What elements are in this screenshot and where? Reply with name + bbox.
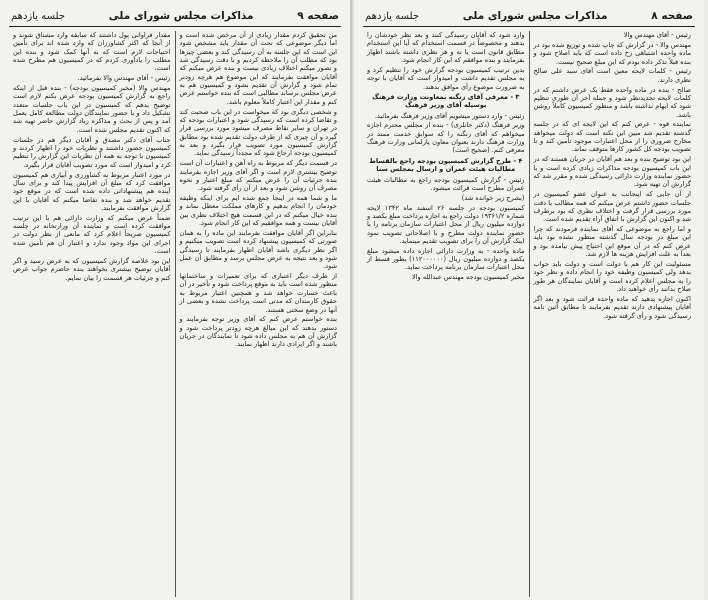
page-number: صفحه ۹ xyxy=(297,10,339,22)
text-columns xyxy=(9,31,341,597)
session-label: جلسه یازدهم xyxy=(365,10,420,22)
body-paragraph: مقدار فراوانی پول داشتند که سابقه وارد مشتاق شوند و از آنجا که اکثر کشاورزان که وارد شده اند برای تأمین احتیاجات لازم است که به آنها کمک شود و بنده این مطلب را یادآوری کردم که در کمیسیون هم مطرح شده است. xyxy=(13,31,171,73)
speaker-paragraph: رئیس - آقای مهندس والا بفرمائید. xyxy=(77,74,171,83)
body-paragraph: این بود خلاصه گزارش کمیسیون که به عرض رسید و اگر آقایان توضیح بیشتری بخواهند بنده حاضرم جواب عرض کنم و جزئیات هر قسمت را بیان نمایم. xyxy=(13,256,171,282)
left-text-column xyxy=(363,31,529,597)
page-number: صفحه ۸ xyxy=(651,10,693,22)
body-paragraph: ماده واحده - به وزارت دارائی اجازه داده میشود مبلغ یکصد و دوازده میلیون ریال (۱۱۲۰۰۰۰۰۰) بطور قسط از محل اعتبارات سازمان برنامه پرداخت نماید. xyxy=(367,246,525,272)
body-paragraph: ما و شما همه در اینجا جمع شده ایم برای اینکه وظیفه خودمان را انجام بدهیم و کارهای مملکت معطل نماند و بنده خیال میکنم که در این قسمت هیچ اختلاف نظری بین آقایان نیست و همه موافقیم که این کار انجام شود. xyxy=(179,194,337,228)
speaker-paragraph: مهندس والا (مخبر کمیسیون بودجه) - بنده قبل از اینکه راجع به گزارش کمیسیون بودجه عرض بکنم لازم است توضیح بدهم که کمیسیون در این باب جلسات متعدد تشکیل داد و با حضور نمایندگان دولت مطالعه کامل بعمل آمد و پس از بحث و مذاکره زیاد گزارش حاضر تهیه شد که اکنون تقدیم مجلس شده است. xyxy=(13,84,171,134)
body-paragraph: مخبر کمیسیون بودجه مهندس عبدالله والا xyxy=(411,273,525,282)
body-paragraph: این بود توضیح بنده و بعد هم آقایان در جریان هستند که در این باب کمیسیون بودجه مذاکرات زیادی کرده است و با حضور نماینده وزارت دارائی رسیدگی شده و مقرر شد که گزارش آن تهیه شود. xyxy=(533,155,691,189)
body-paragraph: اکنون اجازه بدهید که ماده واحده قرائت شود و بعد اگر آقایان پیشنهادی دارند تقدیم بفرمایند تا مطابق آئین نامه رسیدگی شود و رأی گرفته شود. xyxy=(533,294,691,320)
speaker-paragraph: وزیر فرهنگ (دکتر خانلری) - بنده از مجلس محترم اجازه میخواهم که آقای زنگنه را که سوابق خدمت ممتد در وزارت فرهنگ دارند بعنوان معاون پارلمانی وزارت فرهنگ معرفی کنم. (صحیح است) xyxy=(367,121,525,155)
body-paragraph: ضمناً عرض میکنم که وزارت دارائی هم با این ترتیب موافقت کرده است و نماینده آن وزارتخانه در جلسه کمیسیون صریحاً اعلام کرد که مانعی از نظر دولت در اجرای این مواد وجود ندارد و اعتبار آن هم تأمین شده است. xyxy=(13,213,171,256)
body-paragraph: کمیسیون بودجه در جلسه ۲۶ اسفند ماه ۱۳۴۲ لایحه شماره ۱۹۳۶۱/۲ دولت راجع به اجازه پرداخت مبلغ یکصد و دوازده میلیون ریال از محل اعتبارات سازمان برنامه را با حضور نماینده دولت مطرح و با اصلاحاتی تصویب نمود اینک گزارش آن را برای تصویب تقدیم مینماید. xyxy=(367,203,525,245)
body-paragraph: صالح - بنده در ماده واحده فقط یک عرض داشتم که در کلمات لایحه تجدیدنظر شود و جمله آخر آن طوری تنظیم شود که ابهام نداشته باشد و منظور کمیسیون کاملاً روشن باشد. xyxy=(533,85,691,119)
page-header xyxy=(9,8,341,27)
body-paragraph: از طرف دیگر اعتباری که برای تعمیرات و ساختمانها منظور شده است باید به موقع پرداخت شود و تأخیر در آن باعث خسارت خواهد شد و همچنین اعتبار مربوط به حقوق کارمندان که مدتی است پرداخت نشده و بعضی از آنها در وضع سختی هستند. xyxy=(179,272,337,314)
body-paragraph: مسئولیت این کار هم با دولت است و دولت باید جواب بدهد ولی کمیسیون وظیفه خود را انجام داده و نظر خود را به مجلس اعلام کرده است و آقایان نمایندگان هر طور صلاح بدانند رأی خواهند داد. xyxy=(533,259,691,293)
body-paragraph: در مورد اعتبار مربوط به کشاورزی و آبیاری هم کمیسیون موافقت کرد که مبلغ آن افزایش پیدا کند و برای سال آینده هم پیشنهاداتی داده شده است که در موقع خود تقدیم خواهد شد و بنده تقاضا میکنم که آقایان با این گزارش موافقت بفرمایند. xyxy=(13,170,171,212)
body-paragraph: جناب آقای دکتر مصدق و آقایان دیگر هم در جلسات کمیسیون حضور داشتند و نظریات خود را اظهار کردند و کمیسیون با توجه به همه آن نظریات این گزارش را تنظیم کرد و امیدوار است که مورد تصویب آقایان قرار بگیرد. xyxy=(13,135,171,169)
body-paragraph: و شخصی دیگری بود که میخواست در این باب صحبت کند و تقاضا کرده است که رسیدگی شود و اعتبارات بودجه که در تهران و سایر نقاط مصرف میشود مورد بررسی قرار گیرد و آن چیزی که از طرف دولت تقدیم شده بود مطابق گزارش کمیسیون مورد تصویب قرار بگیرد و بعد به کمیسیون بودجه ارجاع شود که مجدداً رسیدگی نماید. xyxy=(179,107,337,158)
body-paragraph: از آن جایی که اینجانب به عنوان عضو کمیسیون در جلسات حضور داشتم عرض میکنم که همه مطالب با دقت مورد بررسی قرار گرفت و اختلاف نظری که بود برطرف شد و اکنون این گزارش با اتفاق آراء تقدیم شده است. xyxy=(533,190,691,224)
speaker-paragraph: رئیس - آقای مهندس والا xyxy=(623,31,691,39)
body-paragraph: بنابراین اگر آقایان موافقت بفرمایند این ماده را به همان صورتی که کمیسیون پیشنهاد کرده است تصویب میکنیم و اگر نظر دیگری باشد آقایان اظهار بفرمایند تا رسیدگی شود و بعد نتیجه به عرض مجلس برسد و مطابق آن عمل شود. xyxy=(179,228,337,271)
session-label: جلسه یازدهم xyxy=(11,10,66,22)
speaker-paragraph: رئیس - گزارش کمیسیون بودجه راجع به مطالبات هیئت عمران مطرح است قرائت میشود. xyxy=(367,175,525,192)
body-paragraph: و اما راجع به موضوعی که آقای نماینده فرمودند که چرا این مبلغ در بودجه سال گذشته منظور نشده بود باید عرض کنم که در آن موقع این احتیاج پیش نیامده بود و بعداً به علت افزایش هزینه ها لازم شد. xyxy=(533,225,691,259)
body-paragraph: نماینده قوه - عرض کنم که این لایحه ای که در جلسه گذشته تقدیم شد مبین این نکته است که دولت میخواهد مخارج ضروری را از محل اعتبارات موجود تأمین کند و تا تصویب بودجه کل کشور کارها متوقف نماند. xyxy=(533,120,691,154)
section-heading: ۴ - طرح گزارش کمیسیون بودجه راجع بالقساط مطالبات هیئت عمران و ارسال بمجلس سنا xyxy=(369,156,523,174)
body-paragraph: در قسمت دیگر که مربوط به راه آهن و اعتبارات آن است توضیح بیشتری لازم است و اگر آقای وزیر اجازه بفرمایند بنده جزئیات آن را عرض میکنم که مبلغ اعتبار و نحوه مصرف آن روشن شود و بعد از آن رأی گرفته شود. xyxy=(179,159,337,193)
body-paragraph: بنده خواستم عرض کنم که آقای وزیر توجه بفرمایند و دستور بدهند که این مبالغ هرچه زودتر پرداخت شود و گزارش آن هم به مجلس داده شود تا نمایندگان در جریان باشند و اگر ایرادی دارند اظهار نمایند. xyxy=(179,315,337,349)
speaker-paragraph: مهندس والا - در گزارش که چاپ شده و توزیع شده بود در ماده واحده اشتباهی رخ داده است که باید اصلاح شود و بنده قبلاً تذکر داده بودم که این مبلغ صحیح نیست. xyxy=(533,40,691,66)
body-paragraph: وارد شود که آقایان رسیدگی کنند و بعد نظر خودشان را بدهند و مخصوصاً در قسمت استخدام که آیا این استخدام مطابق قانون است یا نه و هر نظری داشته باشند اظهار بفرمایند و بنده موافقم که این کار انجام شود. xyxy=(367,31,525,65)
page-nine xyxy=(0,0,352,600)
body-paragraph: من تحقیق کردم مقدار زیادی از آن مرخص شده است و اما دیگر موضوعی که تحت آن مقدار باید مشخص شود این است که این جلسه به آن رسیدگی کند و بعضی چیزها بود که مطلب آن را ملاحظه کردیم و با دقت رسیدگی شد و تصور میکنم اختلاف زیادی نیست و بنده عرض میکنم که آقایان موافقت بفرمایند که این موضوع هم هرچه زودتر تمام شود و گزارش آن تقدیم بشود و کمیسیون هم به عرض مجلس برساند مطالبی است که بنده خواستم عرض کنم و مقدار این اعتبار کاملاً معلوم باشد. xyxy=(179,31,337,106)
speaker-paragraph: رئیس - کلمات لایحه معین است آقای سید علی صالح نظری دارند. xyxy=(533,67,691,84)
body-paragraph: بدین ترتیب کمیسیون بودجه گزارش خود را تنظیم کرد و به مجلس تقدیم داشت و امیدوار است که آقایان با توجه به ضرورت موضوع رأی موافق بدهند. xyxy=(367,65,525,91)
right-text-column xyxy=(176,31,342,597)
left-text-column xyxy=(9,31,175,597)
publication-title: مذاکرات مجلس شورای ملی xyxy=(462,10,608,22)
publication-title: مذاکرات مجلس شورای ملی xyxy=(108,10,254,22)
section-heading: ۳ - معرفی آقای زنگنه بمعاونت وزارت فرهنگ بوسیله آقای وزیر فرهنگ xyxy=(372,92,520,110)
page-header xyxy=(363,8,695,27)
right-text-column xyxy=(530,31,696,597)
text-columns xyxy=(363,31,695,597)
body-paragraph: (بشرح زیر خوانده شد) xyxy=(461,193,525,202)
speaker-paragraph: رئیس - وارد دستور میشویم آقای وزیر فرهنگ بفرمائید. xyxy=(374,111,525,120)
page-eight xyxy=(352,0,704,600)
